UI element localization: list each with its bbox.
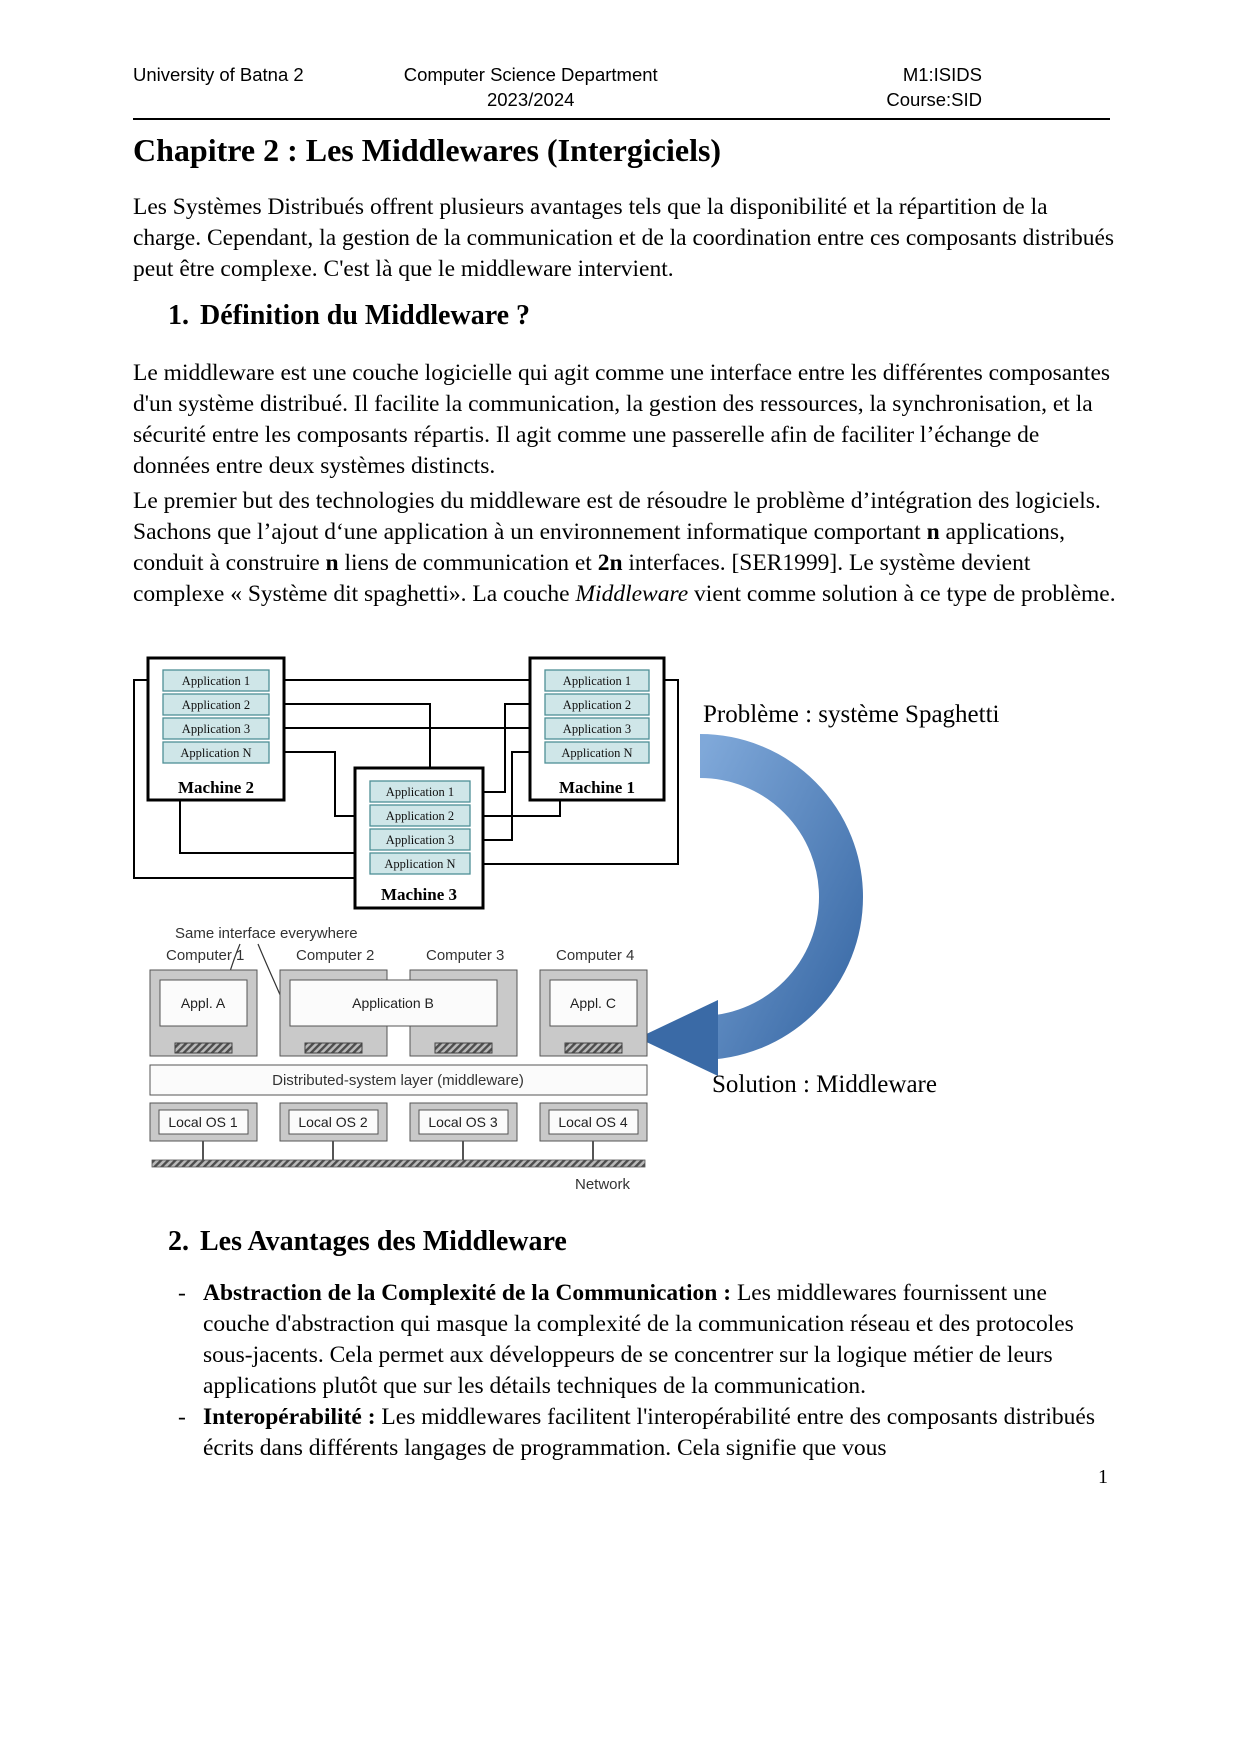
list-item-text: Les middlewares fournissent une couche d'abstraction qui masque la complexité de la communication réseau et des protocoles sous-jacents. Cela permet aux développeurs de se concentrer sur la logique métier de leurs applications plutôt que sur les détails techniques de la communication. <box>203 1280 1074 1399</box>
computer-label: Computer 2 <box>296 947 375 964</box>
chapter-title: Chapitre 2 : Les Middlewares (Intergiciels) <box>133 132 722 168</box>
section-1-heading <box>133 300 530 332</box>
header-year: 2023/2024 <box>486 89 575 110</box>
app-label: Application 3 <box>181 722 251 736</box>
interface-bar <box>305 1043 362 1053</box>
app-label: Application 1 <box>562 674 632 688</box>
section-2-number: 2. <box>168 1226 189 1257</box>
italic-middleware: Middleware <box>575 581 689 607</box>
header-program: M1:ISIDS <box>902 64 982 85</box>
app-label: Application 2 <box>562 698 632 712</box>
middleware-figure <box>150 925 647 1193</box>
text-run: interfaces. [SER1999]. Le système devient complexe « Système dit spaghetti». La couche <box>133 550 1031 607</box>
computer-label: Computer 1 <box>166 947 245 964</box>
app-a-label: Appl. A <box>180 995 226 1011</box>
app-label: Application 1 <box>181 674 251 688</box>
os-label: Local OS 3 <box>428 1114 498 1130</box>
os-label: Local OS 1 <box>168 1114 238 1130</box>
list-item <box>133 1278 1118 1402</box>
interface-bar <box>565 1043 622 1053</box>
list-item <box>133 1402 1118 1464</box>
header-university: University of Batna 2 <box>133 64 304 85</box>
advantages-list <box>133 1278 1118 1464</box>
interface-bar <box>435 1043 492 1053</box>
arrow-head <box>638 1000 718 1076</box>
machine-2-box <box>148 658 284 800</box>
header-center <box>404 62 658 112</box>
machine-3-box <box>355 768 483 908</box>
figure2-caption: Solution : Middleware <box>712 1071 937 1098</box>
list-dash: - <box>178 1404 186 1430</box>
app-label: Application N <box>384 857 456 871</box>
section-1-number: 1. <box>168 300 189 331</box>
figures-svg <box>0 648 1241 1208</box>
machine-1-box <box>530 658 664 800</box>
definition-paragraph-1: Le middleware est une couche logicielle qui agit comme une interface entre les différentes composantes d'un système distribué. Il facilite la communication, la gestion des ressources, la synchronisation, et la sécurité entre les composants répartis. Il agit comme une passerelle afin de faciliter l’échange de données entre deux systèmes distincts. <box>133 360 1111 479</box>
figures-region <box>0 648 1241 1208</box>
section-2-heading <box>133 1226 567 1258</box>
text-run: Le premier but des technologies du middleware est de résoudre le problème d’intégration des logiciels. Sachons que l’ajout d‘une application à un environnement informatique comportant <box>133 488 1101 545</box>
list-item-lead: Abstraction de la Complexité de la Communication : <box>203 1280 732 1306</box>
bold-n-1: n <box>926 519 940 545</box>
machine-2-label: Machine 2 <box>177 778 255 797</box>
interface-bar <box>175 1043 232 1053</box>
text-run: applications, conduit à construire <box>133 519 1065 576</box>
os-label: Local OS 2 <box>298 1114 368 1130</box>
app-label: Application N <box>561 746 633 760</box>
header-right <box>886 62 982 112</box>
app-label: Application 2 <box>181 698 251 712</box>
page-number: 1 <box>1098 1466 1108 1488</box>
figure1-caption: Problème : système Spaghetti <box>703 701 1000 728</box>
network-bus <box>152 1160 645 1167</box>
network-label: Network <box>575 1176 631 1193</box>
app-b-label: Application B <box>352 995 434 1011</box>
os-label: Local OS 4 <box>558 1114 628 1130</box>
section-1-title: Définition du Middleware ? <box>200 300 531 331</box>
middleware-layer-label: Distributed-system layer (middleware) <box>272 1072 524 1089</box>
app-label: Application 3 <box>385 833 455 847</box>
computer-label: Computer 4 <box>556 947 635 964</box>
app-label: Application 1 <box>385 785 455 799</box>
same-interface-label: Same interface everywhere <box>175 925 358 942</box>
machine-3-label: Machine 3 <box>380 885 458 904</box>
bold-2n: 2n <box>597 550 623 576</box>
list-dash: - <box>178 1280 186 1306</box>
definition-paragraph-2 <box>133 486 1118 610</box>
header-course-code: Course:SID <box>886 89 982 110</box>
section-2-title: Les Avantages des Middleware <box>200 1226 567 1257</box>
arrow-body <box>700 756 841 1038</box>
app-label: Application 3 <box>562 722 632 736</box>
curved-arrow-icon <box>638 756 841 1076</box>
app-c-label: Appl. C <box>570 995 616 1011</box>
list-item-text: Les middlewares facilitent l'interopérabilité entre des composants distribués écrits dans différents langages de programmation. Cela signifie que vous <box>203 1404 1095 1461</box>
app-label: Application 2 <box>385 809 455 823</box>
text-run: liens de communication et <box>338 550 598 576</box>
text-run: vient comme solution à ce type de problème. <box>688 581 1116 607</box>
list-item-lead: Interopérabilité : <box>203 1404 376 1430</box>
page-header <box>133 62 1110 120</box>
bold-n-2: n <box>325 550 339 576</box>
app-label: Application N <box>180 746 252 760</box>
computer-label: Computer 3 <box>426 947 505 964</box>
intro-paragraph: Les Systèmes Distribués offrent plusieurs avantages tels que la disponibilité et la répartition de la charge. Cependant, la gestion de la communication et de la coordination entre ces composants distribués peut être complexe. C'est là que le middleware intervient. <box>133 194 1115 282</box>
machine-1-label: Machine 1 <box>558 778 636 797</box>
header-department: Computer Science Department <box>403 64 658 85</box>
